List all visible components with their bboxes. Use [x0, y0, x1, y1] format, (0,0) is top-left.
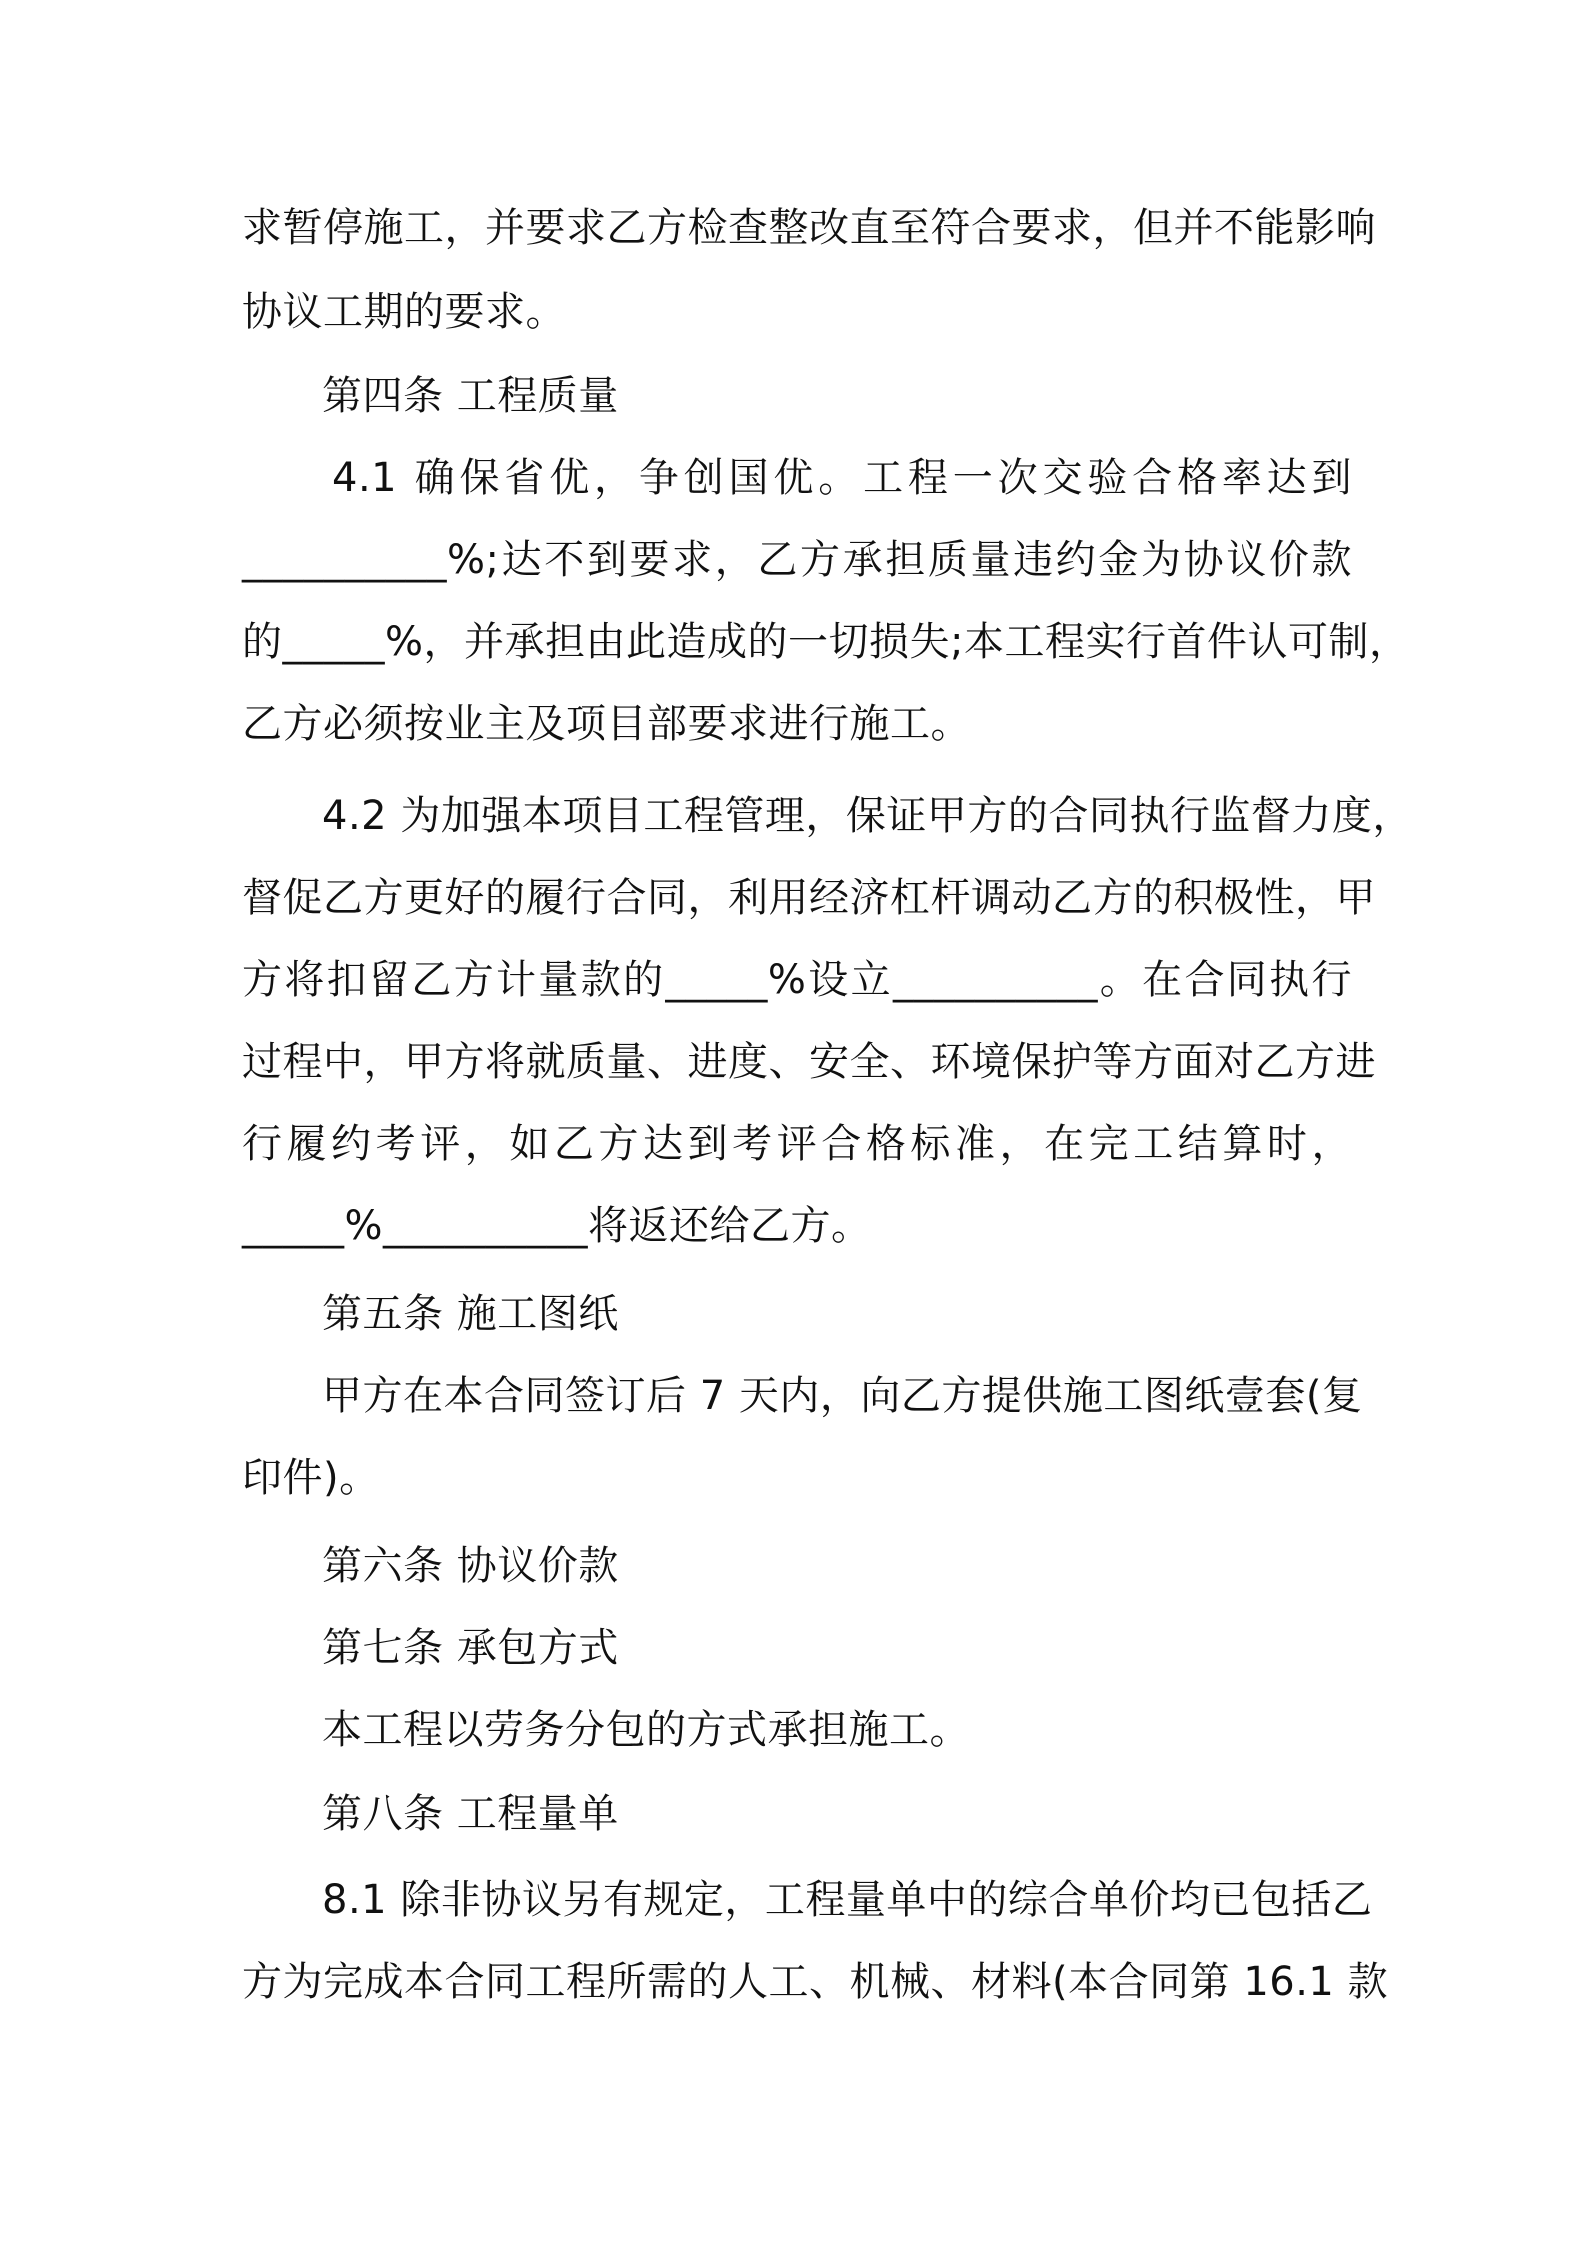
paragraph-line: 的_____%，并承担由此造成的一切损失;本工程实行首件认可制， [242, 619, 1410, 665]
paragraph-line: 印件)。 [242, 1455, 380, 1501]
paragraph-line: __________%;达不到要求，乙方承担质量违约金为协议价款 [242, 537, 1352, 583]
paragraph-line: 4.1 确保省优，争创国优。工程一次交验合格率达到 [332, 455, 1352, 501]
paragraph-line: 乙方必须按业主及项目部要求进行施工。 [242, 701, 971, 747]
paragraph-line: 方为完成本合同工程所需的人工、机械、材料(本合同第 16.1 款 [242, 1959, 1389, 2005]
section-heading-8: 第八条 工程量单 [322, 1791, 619, 1837]
paragraph-line: 4.2 为加强本项目工程管理，保证甲方的合同执行监督力度， [322, 793, 1413, 839]
paragraph-line: 协议工期的要求。 [242, 289, 566, 335]
paragraph-line: 8.1 除非协议另有规定，工程量单中的综合单价均已包括乙 [322, 1877, 1373, 1923]
paragraph-line: 方将扣留乙方计量款的_____%设立__________。在合同执行 [242, 957, 1352, 1003]
section-heading-7: 第七条 承包方式 [322, 1625, 619, 1671]
paragraph-line: 过程中，甲方将就质量、进度、安全、环境保护等方面对乙方进 [242, 1039, 1376, 1085]
section-heading-4: 第四条 工程质量 [322, 373, 619, 419]
paragraph-line: 行履约考评，如乙方达到考评合格标准，在完工结算时， [242, 1121, 1352, 1167]
paragraph-line: 求暂停施工，并要求乙方检查整改直至符合要求，但并不能影响 [242, 205, 1376, 251]
section-heading-6: 第六条 协议价款 [322, 1543, 619, 1589]
paragraph-line: 甲方在本合同签订后 7 天内，向乙方提供施工图纸壹套(复 [322, 1373, 1363, 1419]
section-heading-5: 第五条 施工图纸 [322, 1291, 619, 1337]
paragraph-line: 督促乙方更好的履行合同，利用经济杠杆调动乙方的积极性，甲 [242, 875, 1376, 921]
paragraph-line: _____%__________将返还给乙方。 [242, 1203, 872, 1249]
paragraph-line: 本工程以劳务分包的方式承担施工。 [322, 1707, 970, 1753]
